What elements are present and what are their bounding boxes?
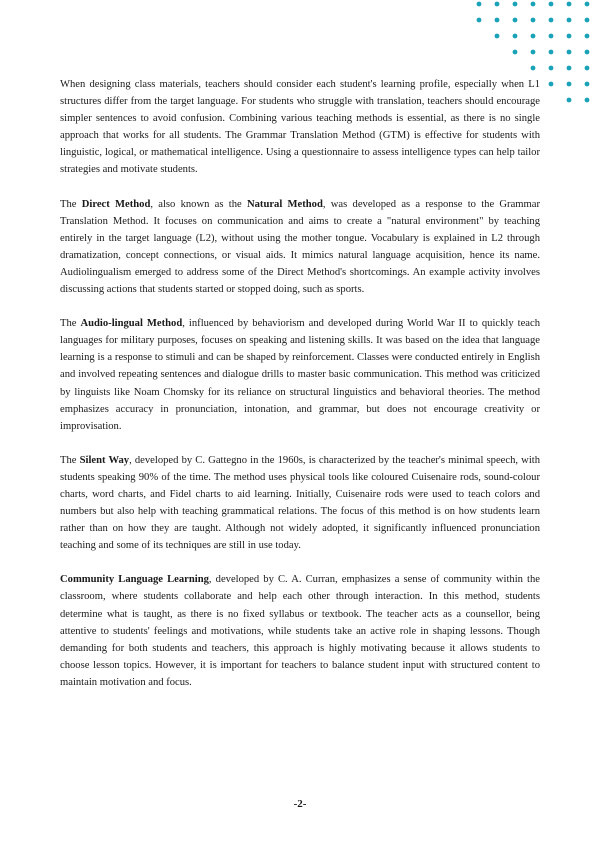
decorative-dot — [531, 50, 536, 55]
decorative-dot — [585, 82, 590, 87]
paragraph-text: , also known as the — [150, 198, 247, 210]
decorative-dot — [549, 66, 554, 71]
paragraph-4 — [60, 452, 540, 555]
page-number: -2- — [293, 798, 307, 810]
decorative-dot — [513, 34, 518, 39]
decorative-dot — [567, 66, 572, 71]
decorative-dot — [495, 34, 500, 39]
decorative-dot — [585, 50, 590, 55]
decorative-dot — [567, 34, 572, 39]
decorative-dot — [477, 18, 482, 23]
decorative-dot — [567, 50, 572, 55]
decorative-dot — [549, 2, 554, 7]
decorative-dot — [567, 2, 572, 7]
decorative-dot — [549, 50, 554, 55]
decorative-dot — [513, 50, 518, 55]
bold-term: Community Language Learning — [60, 574, 209, 586]
paragraph-text: The — [60, 198, 82, 210]
decorative-dot — [567, 98, 572, 103]
paragraph-2 — [60, 196, 540, 299]
decorative-dot — [567, 18, 572, 23]
paragraph-text: , developed by C. A. Curran, emphasizes a sense of community within the classroom, where students collaborate and help each other through interaction. In this method, students determine what is taught, as there is no fixed syllabus or textbook. The teacher acts as a counsellor, being attentive to students' feelings and motivations, while students take an active role in shaping lessons. Though demanding for both students and teachers, this approach is highly motivating because it allows students to choose lesson topics. However, it is important for teachers to balance student input with structured content to maintain motivation and focus. — [60, 574, 540, 688]
paragraph-5 — [60, 571, 540, 691]
bold-term: Audio-lingual Method — [80, 318, 183, 330]
paragraph-text: The — [60, 318, 81, 330]
decorative-dot — [585, 66, 590, 71]
paragraph-text: , developed by C. Gattegno in the 1960s, is characterized by the teacher's minimal speech, with students speaking 90% of the time. The method uses physical tools like coloured Cuisenaire rods, sound-colour charts, word charts, and Fidel charts to aid learning. Initially, Cuisenaire rods were used to teach colors and numbers but also help with teaching grammatical relations. The focus of this method is on how students learn rather than on how they are taught. Although not widely adopted, it significantly influenced pronunciation teaching and some of its techniques are still in use today. — [60, 454, 541, 552]
paragraph-text: , was developed as a response to the Grammar Translation Method. It focuses on communication and aims to create a "natural environment" by teaching entirely in the target language (L2), without using the mother tongue. Vocabulary is explained in L2 through dramatization, concept connections, or visual aids. It mimics natural language acquisition, hence its name. Audiolingualism emerged to address some of the Direct Method's shortcomings. An example activity involves discussing actions that students started or stopped doing, such as sports. — [60, 198, 540, 296]
bold-term: Direct Method — [81, 198, 151, 210]
decorative-dot — [585, 98, 590, 103]
decorative-dot — [531, 2, 536, 7]
paragraph-text: The — [60, 454, 80, 466]
decorative-dot — [567, 82, 572, 87]
decorative-dot — [585, 34, 590, 39]
document-body — [60, 76, 540, 708]
decorative-dot — [549, 82, 554, 87]
bold-term: Natural Method — [246, 198, 323, 210]
decorative-dot — [513, 2, 518, 7]
paragraph-text: When designing class materials, teachers should consider each student's learning profile, especially when L1 structures differ from the target language. For students who struggle with translation, teachers should encourage simpler sentences to avoid confusion. Combining various teaching methods is essential, as there is no single approach that works for all students. The Grammar Translation Method (GTM) is effective for students with linguistic, logical, or mathematical intelligence. Using a questionnaire to assess intelligence types can help tailor strategies and motivate students. — [60, 79, 540, 176]
decorative-dot — [531, 34, 536, 39]
decorative-dot — [495, 2, 500, 7]
decorative-dot — [477, 2, 482, 7]
bold-term: Silent Way — [79, 454, 130, 466]
decorative-dot — [585, 2, 590, 7]
decorative-dot — [585, 18, 590, 23]
decorative-dot — [531, 18, 536, 23]
decorative-dot — [495, 18, 500, 23]
paragraph-1 — [60, 76, 540, 179]
decorative-dot — [549, 18, 554, 23]
paragraph-3 — [60, 315, 540, 435]
decorative-dot — [513, 18, 518, 23]
paragraph-text: , influenced by behaviorism and developed during World War II to quickly teach languages for military purposes, focuses on speaking and listening skills. It was based on the idea that language learning is a response to stimuli and can be shaped by reinforcement. Classes were conducted entirely in English and involved repeating sentences and dialogue drills to master basic communication. This method was criticized by linguists like Noam Chomsky for its reliance on structural linguistics and behavioral theories. The method emphasizes accuracy in pronunciation, intonation, and grammar, but does not encourage creativity or improvisation. — [60, 318, 540, 432]
decorative-dot — [531, 66, 536, 71]
decorative-dot — [549, 34, 554, 39]
